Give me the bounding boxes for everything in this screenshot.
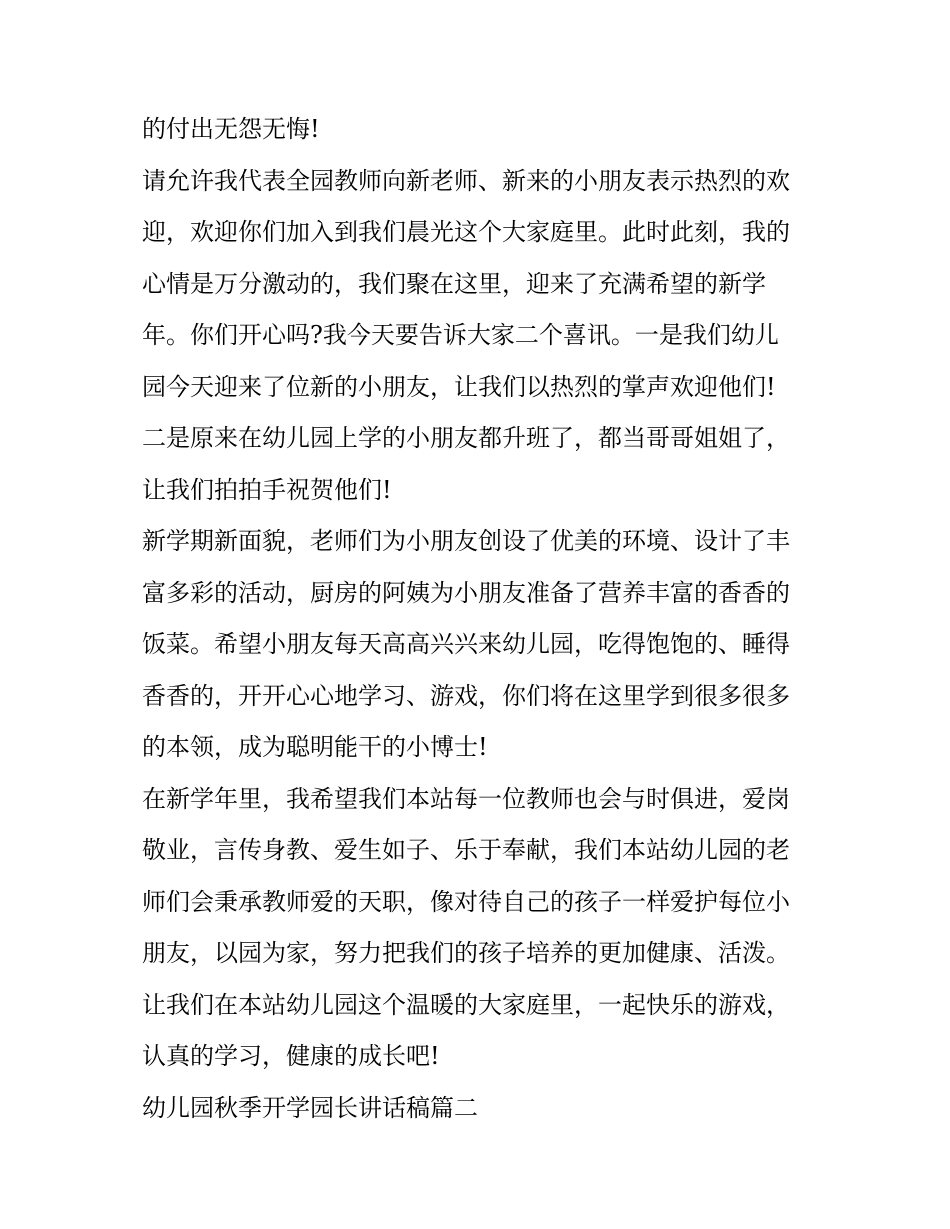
text-line: 朋友，以园为家，努力把我们的孩子培养的更加健康、活泼。 — [142, 939, 790, 967]
text-line: 饭菜。希望小朋友每天高高兴兴来幼儿园，吃得饱饱的、睡得 — [142, 630, 790, 658]
text-line: 的本领，成为聪明能干的小博士! — [142, 733, 488, 761]
document-body — [142, 104, 822, 1134]
section-heading: 幼儿园秋季开学园长讲话稿篇二 — [142, 1093, 478, 1122]
text-line: 心情是万分激动的，我们聚在这里，迎来了充满希望的新学 — [142, 269, 766, 298]
text-line: 师们会秉承教师爱的天职，像对待自己的孩子一样爱护每位小 — [142, 887, 790, 916]
text-line: 富多彩的活动，厨房的阿姨为小朋友准备了营养丰富的香香的 — [142, 578, 790, 607]
text-line: 让我们拍拍手祝贺他们! — [142, 475, 392, 504]
text-line: 年。你们开心吗?我今天要告诉大家二个喜讯。一是我们幼儿 — [142, 321, 779, 349]
text-line: 在新学年里，我希望我们本站每一位教师也会与时俱进，爱岗 — [142, 784, 790, 813]
text-line: 敬业，言传身教、爱生如子、乐于奉献，我们本站幼儿园的老 — [142, 836, 790, 864]
text-line: 的付出无怨无悔! — [142, 115, 320, 143]
text-line: 迎，欢迎你们加入到我们晨光这个大家庭里。此时此刻，我的 — [142, 218, 790, 246]
text-line: 园今天迎来了位新的小朋友，让我们以热烈的掌声欢迎他们! — [142, 372, 776, 401]
text-line: 让我们在本站幼儿园这个温暖的大家庭里，一起快乐的游戏， — [142, 990, 790, 1019]
text-line: 香香的，开开心心地学习、游戏，你们将在这里学到很多很多 — [142, 681, 790, 710]
text-line: 请允许我代表全园教师向新老师、新来的小朋友表示热烈的欢 — [142, 166, 790, 195]
text-line: 认真的学习，健康的成长吧! — [142, 1042, 440, 1070]
text-line: 新学期新面貌，老师们为小朋友创设了优美的环境、设计了丰 — [142, 527, 790, 555]
text-line: 二是原来在幼儿园上学的小朋友都升班了，都当哥哥姐姐了， — [142, 424, 790, 452]
